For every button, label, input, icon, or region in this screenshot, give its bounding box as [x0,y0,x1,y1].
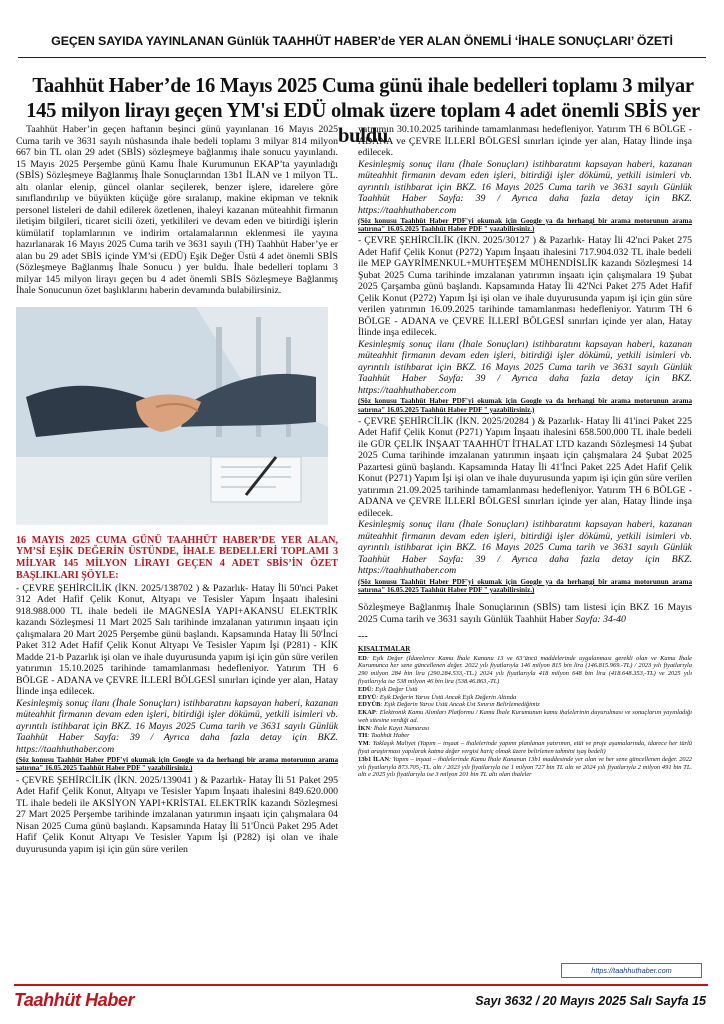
tender-item-1: - ÇEVRE ŞEHİRCİLİK (İKN. 2025/138702 ) & Pazarlık- Hatay İli 50'nci Paket 312 Adet Hafif Çelik Konut, Altyapı ve Tesisler Yapım İnşaatı ihalesini 918.988.000 TL ihale bedeli ile MAGNESİA YAPI+AKANSU ELEKTRİK kazandı Sözleşmesi 11 Mart 2025 Salı tarihinde imzalanan yatırımın inşaatı için çalışmalara 20 Mart 2025 Perşembe günü başlandı. Kapsamında Hatay İli 50'İnci Paket 312 Adet Hafif Çelik Konut Altyapı Ve Tesisler Yapım İşi (P281) - KİK Madde 21-b Pazarlık işi olan ve ihale duyurusunda yapım işi için gün süre verilen yatırımın 15.10.2025 tarihinde tamamlanması hedefleniyor. Yatırım TH 6 BÖLGE - ADANA ve ÇEVRE İLLERİ BÖLGESİ sınırları içinde yer alan, Hatay İlinde inşa edilecek. [16,582,338,698]
abbr-th: TH: Taahhüt Haber [358,732,410,740]
summary-heading: 16 MAYIS 2025 CUMA GÜNÜ TAAHHÜT HABER’DE YER ALAN, YM’Sİ EŞİK DEĞERİN ÜSTÜNDE, İHALE BEDELLERİ TOPLAMI 3 MİLYAR 145 MİLYON LİRAYI GEÇEN 4 ADET SBİS’İN ÖZET BAŞLIKLARI ŞÖYLE: [16,534,338,581]
handshake-illustration [16,307,328,525]
full-list-text: Sözleşmeye Bağlanmış İhale Sonuçlarının (SBİS) tam listesi için BKZ 16 Mayıs 2025 Cuma tarih ve 3631 sayılı Günlük Taahhüt Haber [358,602,692,625]
full-list-paragraph [358,602,692,625]
tender-item-2: - ÇEVRE ŞEHİRCİLİK (İKN. 2025/139041 ) & Pazarlık- Hatay İli 51 Paket 295 Adet Hafif Çelik Konut, Altyapı ve Tesisler Yapım İnşaatı ihalesini 849.620.000 TL ihale bedeli ile AKSİYON YAPI+KRİSTAL ELEKTRİK kazandı Sözleşmesi 27 Mart 2025 Perşembe tarihinde imzalanan yatırımın inşaatı için çalışmalara 04 Nisan 2025 Cuma günü başlandı. Kapsamında Hatay İli 51'Üncü Paket 295 Adet Hafif Çelik Konut Altyapı Ve Tesisler Yapım İşi (P282) işi olan ve ihale duyurusunda yapım işi için gün süre verilen [16,774,338,855]
tender-item-4: - ÇEVRE ŞEHİRCİLİK (İKN. 2025/20284 ) & Pazarlık- Hatay İli 41'inci Paket 225 Adet Hafif Çelik Konut (P271) Yapım İnşaatı ihalesini 658.500.000 TL ihale bedeli ile GÜR ÇELİK İNŞAAT TAAHHÜT İTHALAT LTD kazandı Sözleşmesi 14 Şubat 2025 Cuma tarihinde imzalanan yatırımın inşaatı için çalışmalara 24 Şubat 2025 Pazartesi günü başlandı. Kapsamında Hatay İli 41'İnci Paket 225 Adet Hafif Çelik Konut (P271) Yapım İşi işi olan ve ihale duyurusunda yapım işi için gün süre verilen yatırımın 21.09.2025 tarihinde tamamlanması hedefleniyor. Yatırım TH 6 BÖLGE - ADANA ve ÇEVRE İLLERİ BÖLGESİ sınırları içinde yer alan, Hatay İlinde inşa edilecek. [358,415,692,519]
headline: Taahhüt Haber’de 16 Mayıs 2025 Cuma günü ihale bedelleri toplamı 3 milyar 145 milyon lirayı geçen YM'si EDÜ olmak üzere toplam 4 adet önemli SBİS yer buldu [26,75,700,147]
website-link[interactable]: https://taahhuthaber.com [561,963,702,978]
abbreviations-block [358,646,692,780]
abbr-edu: EDÜ: Eşik Değer Üstü [358,685,418,693]
left-column [16,124,338,855]
full-list-pages: Sayfa: 34-40 [575,613,626,625]
footer-divider [14,984,708,986]
issue-info: Sayı 3632 / 20 Mayıs 2025 Salı Sayfa 15 [475,994,706,1008]
abbr-ym: YM: Yaklaşık Maliyet (Yapım – inşaat – ihalelerinde yapımı planlanan yatırımın, etüt ve proje aşamalarında, idarece her türlü fiyat araştırması yapılarak katma değer vergisi hariç olmak üzere belirlenen tahmini işaş bedeli) [358,740,692,756]
abbr-edyu: EDYÜ: Eşik Değerin Yarısı Üstü Ancak Eşik Değerin Altında [358,693,517,701]
tender-item-2-reference: Kesinleşmiş sonuç ilanı (İhale Sonuçları) istihbaratını kapsayan haberi, kazanan müteahhit firmanın devam eden işleri, bitirdiği işler dökümü, yetkili isimleri vb. ayrıntılı istihbarat için BKZ. 16 Mayıs 2025 Cuma tarih ve 3631 sayılı Günlük Taahhüt Haber Sayfa: 39 / Ayrıca daha fazla detay için BKZ. https://taahhuthaber.com [358,158,692,216]
tender-item-2-continued: yatırımın 30.10.2025 tarihinde tamamlanması hedefleniyor. Yatırım TH 6 BÖLGE - ADANA ve ÇEVRE İLLERİ BÖLGESİ sınırları içinde yer alan, Hatay İlinde inşa edilecek. [358,124,692,158]
handshake-photo [16,307,328,525]
page-top-header: GEÇEN SAYIDA YAYINLANAN Günlük TAAHHÜT HABER’de YER ALAN ÖNEMLİ ‘İHALE SONUÇLARI’ ÖZETİ [51,34,673,48]
tender-item-3-pdf-note: (Söz konusu Taahhüt Haber PDF'yi okumak için Google ya da herhangi bir arama motorunun arama satırına" 16.05.2025 Taahhüt Haber PDF " yazabilirsiniz.) [358,397,692,414]
abbreviations-title: KISALTMALAR [358,644,411,653]
abbr-edyub: EDYÜB: Eşik Değerin Yarısı Üstü Ancak Üst Sınırın Belirlemediğimiz [358,701,540,709]
tender-item-4-reference: Kesinleşmiş sonuç ilanı (İhale Sonuçları) istihbaratını kapsayan haberi, kazanan müteahhit firmanın devam eden işleri, bitirdiği işler dökümü, yetkili isimleri vb. ayrıntılı istihbarat için BKZ. 16 Mayıs 2025 Cuma tarih ve 3631 sayılı Günlük Taahhüt Haber Sayfa: 39 / Ayrıca daha fazla detay için BKZ. https://taahhuthaber.com [358,519,692,577]
abbr-13b1-ilan: 13b1 İLAN: Yapım – inşaat – ihalelerinde Kamu İhale Kanunun 13b1 maddesinde yer alan ve her sene güncellenen değer. 2022 yılı fiyatlarıyla 873.705,-TL. altı / 2023 yılı fiyatlarıyla ise 1 milyon 727 bin TL altı ve 2024 yılı fiyatlarıyla 2 milyon 491 bin TL. altı e 2025 yılı fiyatlarıyla ise 3 milyon 201 bin TL altı olan ihaleler [358,755,692,779]
intro-paragraph: Taahhüt Haber’in geçen haftanın beşinci günü yayınlanan 16 Mayıs 2025 Cuma tarih ve 3631 sayılı nüshasında ihale bedeli toplamı 3 milyar 814 milyon 667 bin TL olan 29 adet (SBİS) sözleşmeye bağlanmış ihale sonucu yayınlandı. 15 Mayıs 2025 Perşembe günü Kamu İhale Kurumunun EKAP’ta yayınladığı (SBİS) Sözleşmeye Bağlanmış İhale Sonuçlarından 13b1 İLAN ve 1 milyon TL. altı olanlar elenip, güncel olanlar seçilerek, benzer işlere, idarelere göre sınıflandırılıp ve büyükten küçüğe göre sıralanıp, makine ekipman ve teknik personel listeleri de dahil edilerek özetlenen, ihaleyi kazanan müteahhit firmanın iletişim bilgileri, ticaret sicili özeti, yetkilileri ve devam eden ve bitirdiği işlerin kümülatif toplamlarının ve indirim ortalamalarının eklenmesi ile yayına hazırlanarak 16 Mayıs 2025 Cuma tarih ve 3631 sayılı (TH) Taahhüt Haber’ye er alan bu 29 adet SBİS içinde YM’si (EDÜ) Eşik Değer Üstü 4 adet önemli SBİS (Sözleşmeye Bağlanmış İhale Sonucu ) yer buldu. İhale bedelleri toplamı 3 milyar 145 milyon lirayı geçen bu 4 adet önemli SBİS Sözleşmeye Bağlanmış İhale Sonucunun özet başlıklarını haberin devamında bulabilirsiniz. [16,124,338,296]
right-column [358,124,692,779]
tender-item-1-pdf-note: (Söz konusu Taahhüt Haber PDF'yi okumak için Google ya da herhangi bir arama motorunun arama satırına" 16.05.2025 Taahhüt Haber PDF " yazabilirsiniz.) [16,756,338,773]
header-divider [18,57,706,58]
abbr-ikn: İKN: İhale Kayıt Numarası [358,724,430,732]
section-dashes: --- [358,631,368,643]
tender-item-2-pdf-note: (Söz konusu Taahhüt Haber PDF'yi okumak için Google ya da herhangi bir arama motorunun arama satırına" 16.05.2025 Taahhüt Haber PDF " yazabilirsiniz.) [358,217,692,234]
tender-item-3: - ÇEVRE ŞEHİRCİLİK (İKN. 2025/30127 ) & Pazarlık- Hatay İli 42'nci Paket 275 Adet Hafif Çelik Konut (P272) Yapım İnşaatı ihalesini 717.904.032 TL ihale bedeli ile MEP GAYRİMENKUL+MUHTEŞEM MÜHENDİSLİK kazandı Sözleşmesi 14 Şubat 2025 Cuma tarihinde imzalanan yatırımın inşaatı için çalışmalara 19 Şubat 2025 Çarşamba günü başlandı. Kapsamında Hatay İli 42'Nci Paket 275 Adet Hafif Çelik Konut (P272) Yapım İşi işi olan ve ihale duyurusunda yapım işi için gün süre verilen yatırımın 16.09.2025 tarihinde tamamlanması hedefleniyor. Yatırım TH 6 BÖLGE - ADANA ve ÇEVRE İLLERİ BÖLGESİ sınırları içinde yer alan, Hatay İlinde inşa edilecek. [358,235,692,339]
tender-item-4-pdf-note: (Söz konusu Taahhüt Haber PDF'yi okumak için Google ya da herhangi bir arama motorunun arama satırına" 16.05.2025 Taahhüt Haber PDF " yazabilirsiniz.) [358,577,692,595]
abbr-ed: ED: Eşik Değer (İdarelerce Kamu İhale Kanunu 13 ve 63’üncü maddelerinde uygulanması gerekli olan ve Kamu İhale Kurumunca her sene güncellenen değer. 2022 yılı fiyatlarıyla 146 milyon 815 bin lira (146.815.969.-TL) / 2023 yılı fiyatlarıyla 290 milyon 284 bin lira (290.284.533,-TL.) 2024 yılı fiyatlarıyla 418 milyon 648 bin lira (418.648.353,-TL) ve 2025 yılı fiyatlarıyla ise 538 milyon 46 bin lira (538.46.863,-TL) [358,654,692,685]
brand-logo: Taahhüt Haber [14,990,135,1010]
abbr-ekap: EKAP: Elektronik Kamu Alımları Platformu / Kamu İhale Kurumunun kamu ihalelerinin duyurulması ve sonuçlarını yayınladığı web sitesine verdiği ad. [358,709,692,724]
tender-item-3-reference: Kesinleşmiş sonuç ilanı (İhale Sonuçları) istihbaratını kapsayan haberi, kazanan müteahhit firmanın devam eden işleri, bitirdiği işler dökümü, yetkili isimleri vb. ayrıntılı istihbarat için BKZ. 16 Mayıs 2025 Cuma tarih ve 3631 sayılı Günlük Taahhüt Haber Sayfa: 39 / Ayrıca daha fazla detay için BKZ. https://taahhuthaber.com [358,338,692,396]
tender-item-1-reference: Kesinleşmiş sonuç ilanı (İhale Sonuçları) istihbaratını kapsayan haberi, kazanan müteahhit firmanın devam eden işleri, bitirdiği işler dökümü, yetkili isimleri vb. ayrıntılı istihbarat için BKZ. 16 Mayıs 2025 Cuma tarih ve 3631 sayılı Günlük Taahhüt Haber Sayfa: 39 / Ayrıca daha fazla detay için BKZ. https://taahhuthaber.com [16,697,338,755]
